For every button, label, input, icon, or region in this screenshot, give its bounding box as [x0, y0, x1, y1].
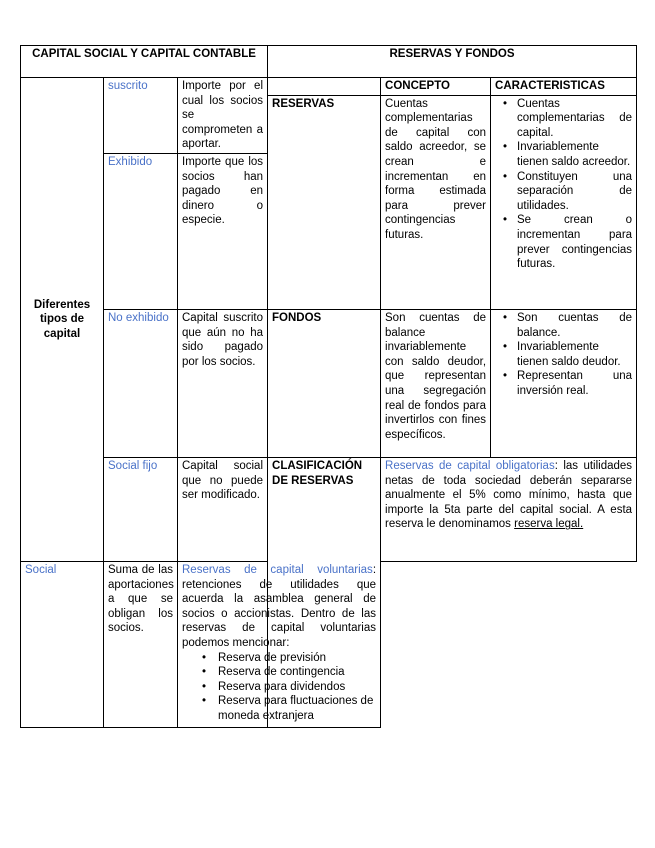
- voluntarias-paragraph: [182, 563, 376, 651]
- list-item: • Se crean o incrementan para prever contingencias futuras.: [495, 213, 632, 271]
- list-item: • Son cuentas de balance.: [495, 311, 632, 340]
- capital-type-desc: Capital social que no puede ser modificado.: [178, 457, 268, 561]
- row-label: Diferentes tipos de capital: [21, 78, 104, 562]
- capital-type-desc: Suma de las aportaciones a que se obligan los socios.: [104, 561, 178, 727]
- list-item: • Reserva de contingencia: [196, 665, 376, 680]
- capital-type-name: Social fijo: [104, 457, 178, 561]
- list-item: • Reserva para dividendos: [196, 680, 376, 695]
- capital-type-name: Social: [21, 561, 104, 727]
- reservas-concepto: Cuentas complementarias de capital con saldo acreedor, se crean e incrementan en forma estimada para prever contingencias futuras.: [381, 95, 491, 309]
- capital-type-name: No exhibido: [104, 309, 178, 457]
- voluntarias-text: : retenciones de utilidades que acuerda la asamblea general de socios o accionistas. Dentro de las reservas de capital voluntarias podemos mencionar:: [182, 563, 377, 649]
- right-header: RESERVAS Y FONDOS: [268, 46, 637, 78]
- list-item: • Reserva para fluctuaciones de moneda extranjera: [196, 694, 376, 723]
- capital-type-desc: Importe por el cual los socios se comprometen a aportar.: [178, 78, 268, 154]
- voluntarias-list: [196, 651, 376, 724]
- reservas-caracteristicas-list: [495, 97, 632, 272]
- reservas-voluntarias: [178, 561, 381, 727]
- capital-type-desc: Importe que los socios han pagado en dinero o especie.: [178, 153, 268, 309]
- fondos-caracteristicas: [491, 309, 637, 457]
- reservas-label: RESERVAS: [268, 95, 381, 309]
- obligatorias-title: Reservas de capital obligatorias: [385, 459, 555, 472]
- fondos-caracteristicas-list: [495, 311, 632, 399]
- list-item: • Constituyen una separación de utilidades.: [495, 170, 632, 214]
- capital-type-desc: Capital suscrito que aún no ha sido pagado por los socios.: [178, 309, 268, 457]
- reservas-obligatorias: [381, 457, 637, 561]
- list-item: • Invariablemente tienen saldo deudor.: [495, 340, 632, 369]
- left-header: CAPITAL SOCIAL Y CAPITAL CONTABLE: [21, 46, 268, 78]
- capital-type-name: Exhibido: [104, 153, 178, 309]
- obligatorias-text: : las utilidades netas de toda sociedad deberán separarse anualmente el 5% como mínimo, hasta que importe la 5ta parte del capital social. A esta reserva le denominamos: [385, 459, 633, 531]
- clasificacion-label: CLASIFICACIÓN DE RESERVAS: [268, 457, 381, 727]
- list-item: • Representan una inversión real.: [495, 369, 632, 398]
- list-item: • Reserva de previsión: [196, 651, 376, 666]
- voluntarias-title: Reservas de capital voluntarias: [182, 563, 373, 576]
- reserva-legal-link: reserva legal.: [514, 518, 584, 531]
- fondos-label: FONDOS: [268, 309, 381, 457]
- list-item: • Cuentas complementarias de capital.: [495, 97, 632, 141]
- fondos-concepto: Son cuentas de balance invariablemente con saldo deudor, que representan una segregación real de fondos para invertirlos con fines específicos.: [381, 309, 491, 457]
- reservas-caracteristicas: [491, 95, 637, 309]
- list-item: • Invariablemente tienen saldo acreedor.: [495, 140, 632, 169]
- concepto-header: CONCEPTO: [381, 78, 491, 96]
- empty-concept-corner: [268, 78, 381, 96]
- capital-type-name: suscrito: [104, 78, 178, 154]
- capital-reserves-table: [20, 45, 637, 728]
- caracteristicas-header: CARACTERISTICAS: [491, 78, 637, 96]
